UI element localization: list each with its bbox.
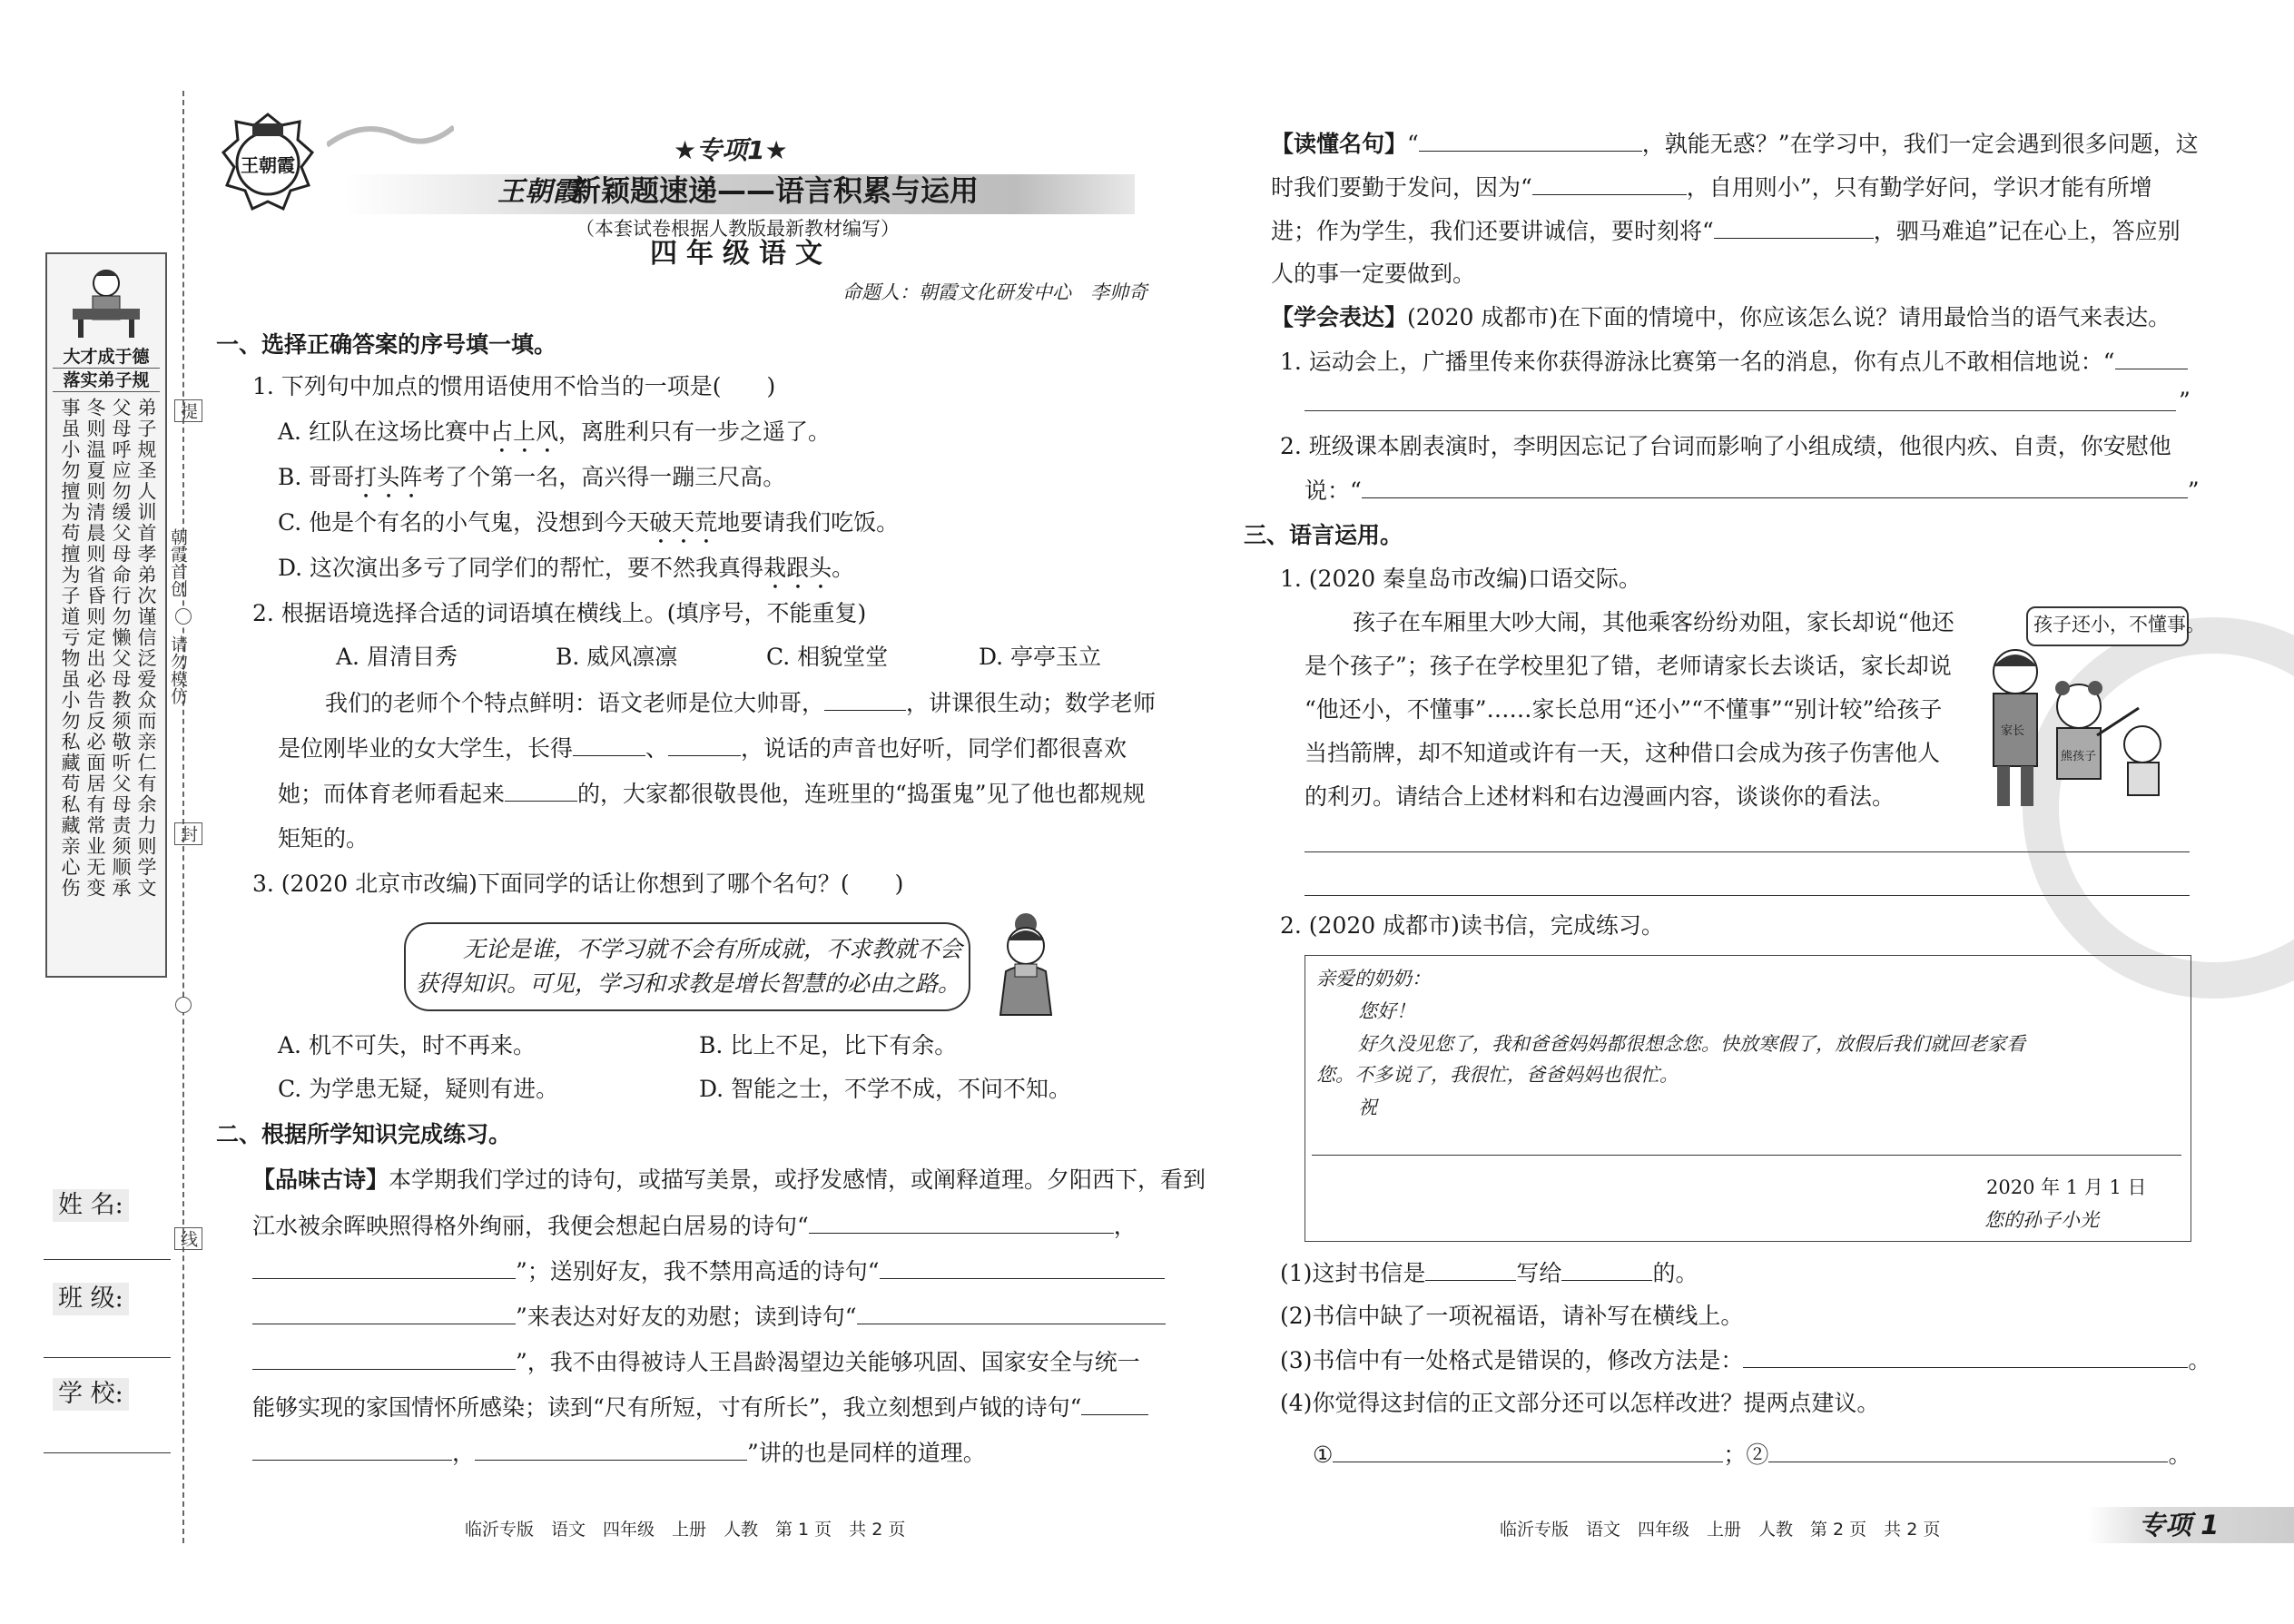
poem-tag: 【品味古诗】 [252, 1166, 389, 1193]
poem-line [252, 1255, 1165, 1288]
quote-close: ” [2179, 388, 2191, 414]
grade-subject: 四年级语文 [650, 238, 832, 270]
text: A. 红队在这场比赛中 [278, 418, 490, 445]
text: ，孰能无惑？”在学习中，我们一定会遇到很多问题，这 [1641, 131, 2199, 157]
answer-blank[interactable] [857, 1300, 1166, 1324]
text: 江水被余晖映照得格外绚丽，我便会想起白居易的诗句“ [252, 1213, 809, 1239]
answer-blank[interactable] [1768, 1438, 2168, 1462]
binding-hole [175, 997, 192, 1013]
ribbon-decoration [327, 109, 454, 163]
school-line[interactable] [44, 1452, 171, 1453]
binding-hole [175, 608, 192, 625]
page-subtitle: （本套试卷根据人教版最新教材编写） [576, 218, 900, 240]
text: ”；送别好友，我不禁用高适的诗句“ [516, 1258, 880, 1284]
text: 时我们要勤于发问，因为“ [1271, 174, 1532, 201]
section1-heading: 一、选择正确答案的序号填一填。 [216, 331, 557, 358]
answer-line[interactable] [1305, 410, 2176, 411]
text: B. 哥哥 [278, 464, 355, 490]
poem-line [252, 1436, 986, 1470]
text: 考了个第一名，高兴得一蹦三尺高。 [422, 464, 786, 490]
footer-right: 临沂专版 语文 四年级 上册 人教 第 2 页 共 2 页 [1500, 1520, 1941, 1540]
text: D. 这次演出多亏了同学们的帮忙，要不然我真得 [278, 555, 764, 581]
s3-subq4: (4)你觉得这封信的正文部分还可以怎样改进？提两点建议。 [1280, 1390, 1880, 1416]
q2-option: B. 威风凛凛 [556, 644, 678, 670]
express-q2: 2. 班级课本剧表演时，李明因忘记了台词而影响了小组成绩，他很内疚、自责，你安慰他 [1280, 433, 2171, 459]
answer-blank[interactable] [1362, 474, 2188, 498]
school-label: 学 校: [53, 1378, 129, 1411]
binding-note: 朝霞首创 [168, 528, 188, 597]
dotted-idiom: 占上风 [489, 418, 558, 445]
answer-blank[interactable] [252, 1255, 516, 1279]
section2-heading: 二、根据所学知识完成练习。 [216, 1121, 512, 1147]
text: ，说话的声音也好听，同学们都很喜欢 [741, 735, 1127, 762]
answer-blank[interactable] [1714, 214, 1874, 239]
text: 是位刚毕业的女大学生，长得 [278, 735, 574, 762]
proverb-line: 人的事一定要做到。 [1271, 261, 1476, 287]
q1-option-b[interactable] [278, 461, 785, 504]
letter-sign: 您的孙子小光 [1984, 1209, 2099, 1231]
q3-option-c[interactable]: C. 为学患无疑，疑则有进。 [278, 1076, 559, 1102]
bubble-text: 获得知识。可见，学习和求教是增长智慧的必由之路。 [416, 970, 961, 997]
answer-blank[interactable] [1561, 1256, 1652, 1281]
answer-blank[interactable] [668, 732, 741, 756]
answer-blank[interactable] [1419, 127, 1642, 152]
text: 1. 运动会上，广播里传来你获得游泳比赛第一名的消息，你有点儿不敢相信地说：“ [1280, 349, 2115, 375]
letter-wish: 祝 [1358, 1097, 1377, 1118]
answer-blank[interactable] [252, 1300, 516, 1324]
text: 、 [645, 735, 669, 762]
s3-passage: 孩子在车厢里大吵大闹，其他乘客纷纷劝阻，家长却说“他还 [1353, 609, 1954, 635]
s3-subq4-answers [1313, 1438, 2191, 1471]
answer-blank[interactable] [1532, 171, 1687, 195]
text: ，讲课很生动；数学老师 [906, 690, 1157, 716]
s3-q2-stem: 2. (2020 成都市)读书信，完成练习。 [1280, 912, 1664, 939]
text: 她；而体育老师看起来 [278, 781, 506, 807]
s3-passage: 的利刃。请结合上述材料和右边漫画内容，谈谈你的看法。 [1305, 783, 1895, 810]
author-line: 命题人：朝霞文化研发中心 李帅奇 [842, 281, 1147, 303]
bubble-text: 无论是谁，不学习就不会有所成就，不求教就不会 [463, 936, 963, 962]
q2-option: A. 眉清目秀 [336, 644, 458, 670]
name-label: 姓 名: [53, 1189, 129, 1222]
letter-greeting: 亲爱的奶奶： [1316, 968, 1431, 989]
page-title: 新颖题速递——语言积累与运用 [572, 173, 980, 208]
q2-passage-line [325, 686, 1156, 720]
q1-option-d[interactable] [278, 552, 854, 595]
poem-line [252, 1391, 1148, 1424]
text: ，离胜利只有一步之遥了。 [557, 418, 831, 445]
text: ”，我不由得被诗人王昌龄渴望边关能够巩固、国家安全与统一 [516, 1349, 1140, 1375]
text: ”来表达对好友的劝慰；读到诗句“ [516, 1304, 857, 1330]
text: ” [2187, 477, 2200, 504]
answer-blank[interactable] [1743, 1343, 2188, 1368]
text: (3)书信中有一处格式是错误的，修改方法是： [1280, 1347, 1744, 1373]
footer-left: 临沂专版 语文 四年级 上册 人教 第 1 页 共 2 页 [465, 1520, 906, 1540]
express-intro [1271, 301, 2171, 334]
s3-passage: 是个孩子”；孩子在学校里犯了错，老师请家长去谈话，家长却说 [1305, 653, 1952, 679]
answer-blank[interactable] [824, 686, 906, 711]
text: 进；作为学生，我们还要讲诚信，要时刻将“ [1271, 218, 1714, 244]
answer-blank[interactable] [475, 1436, 747, 1461]
text: ，自用则小”，只有勤学好问，学识才能有所增 [1686, 174, 2152, 201]
answer-blank[interactable] [809, 1209, 1114, 1234]
q1-stem: 1. 下列句中加点的惯用语使用不恰当的一项是( ) [252, 373, 776, 399]
letter-date: 2020 年 1 月 1 日 [1986, 1176, 2147, 1198]
q1-option-c[interactable] [278, 507, 899, 549]
logo-text: 王朝霞 [241, 154, 295, 176]
dotted-idiom: 破天荒 [649, 509, 718, 536]
answer-blank[interactable] [1333, 1438, 1723, 1462]
text: 的。 [1652, 1260, 1698, 1286]
q2-stem: 2. 根据语境选择合适的词语填在横线上。(填序号，不能重复) [252, 600, 867, 626]
text: “ [1407, 131, 1419, 157]
letter-body: 好久没见您了，我和爸爸妈妈都很想念您。快放寒假了，放假后我们就回老家看 [1358, 1033, 2025, 1055]
text: ， [1113, 1213, 1137, 1239]
express-q2-say [1305, 474, 2200, 507]
dizigui-verse-column: 弟子规圣人训首孝弟次谨信泛爱众而亲仁有余力则学文 [135, 398, 157, 899]
q2-passage-line: 矩矩的。 [278, 825, 369, 851]
dizigui-sidebar [45, 252, 167, 978]
q2-passage-line [278, 777, 1146, 811]
text: (2020 成都市)在下面的情境中，你应该怎么说？请用最恰当的语气来表达。 [1407, 304, 2171, 330]
text: (1)这封书信是 [1280, 1260, 1426, 1286]
cartoon-label: 家长 [2001, 724, 2025, 738]
s3-passage: “他还小，不懂事”……家长总用“还小”“不懂事”“别计较”给孩子 [1305, 696, 1943, 723]
dizigui-verse-column: 冬则温夏则清晨则省昏则定出必告反必面居有常业无变 [84, 398, 106, 899]
footer-tag: 专项 1 [2139, 1510, 2220, 1540]
text: ① [1313, 1442, 1334, 1468]
section3-heading: 三、语言运用。 [1244, 522, 1403, 548]
q3-stem: 3. (2020 北京市改编)下面同学的话让你想到了哪个名句？( ) [252, 871, 904, 897]
q3-option-a[interactable]: A. 机不可失，时不再来。 [278, 1032, 536, 1058]
text: ”讲的也是同样的道理。 [747, 1440, 986, 1466]
poem-line [252, 1164, 1206, 1196]
series-label: ★专项1★ [674, 135, 788, 165]
text: 。 [2168, 1442, 2191, 1468]
proverb-line [1271, 171, 2152, 204]
answer-blank[interactable] [505, 777, 577, 802]
text: ，驷马难追”记在心上，答应别 [1873, 218, 2181, 244]
q2-option: D. 亭亭玉立 [979, 644, 1102, 670]
poem-line [252, 1345, 1140, 1379]
text: 本学期我们学过的诗句，或描写美景，或抒发感情，或阐释道理。夕阳西下，看到 [389, 1166, 1206, 1193]
binding-note: 提 [174, 399, 202, 422]
proverb-line [1271, 214, 2181, 248]
cartoon-illustration [1961, 635, 2197, 808]
scholar-illustration [67, 265, 145, 340]
q3-option-d[interactable]: D. 智能之士，不学不成，不问不知。 [699, 1076, 1072, 1102]
poem-line [252, 1209, 1137, 1243]
class-label: 班 级: [53, 1283, 129, 1315]
q2-passage-line [278, 732, 1127, 765]
dotted-idiom: 打头阵 [354, 464, 423, 490]
q1-option-a[interactable] [278, 416, 831, 458]
binding-note: 封 [174, 822, 202, 845]
read-tag: 【读懂名句】 [1271, 131, 1408, 157]
dizigui-verse-column: 事虽小勿擅为苟擅为子道亏物虽小勿私藏苟私藏亲心伤 [59, 398, 81, 899]
proverb-line [1271, 127, 2199, 161]
student-illustration [980, 908, 1071, 1017]
text: 地要请我们吃饭。 [717, 509, 900, 536]
answer-line[interactable] [1305, 851, 2190, 852]
answer-blank[interactable] [573, 732, 645, 756]
dizigui-verse-column: 父母呼应勿缓父母命行勿懒父母教须敬听父母责须顺承 [110, 398, 132, 899]
text: 说：“ [1305, 477, 1362, 504]
dotted-idiom: 栽跟头 [763, 555, 832, 581]
answer-blank[interactable] [2115, 345, 2188, 369]
answer-blank[interactable] [252, 1436, 452, 1461]
text: C. 他是个有名的小气鬼，没想到今天 [278, 509, 650, 536]
text: 能够实现的家国情怀所感染；读到“尺有所短，寸有所长”，我立刻想到卢钺的诗句“ [252, 1394, 1082, 1421]
poem-line [252, 1300, 1166, 1334]
express-tag: 【学会表达】 [1271, 304, 1408, 330]
binding-dashed-line [182, 91, 184, 1543]
cartoon-label: 熊孩子 [2061, 750, 2097, 763]
answer-blank[interactable] [880, 1255, 1165, 1279]
letter-body: 您。不多说了，我很忙，爸爸妈妈也很忙。 [1316, 1064, 1679, 1086]
s3-subq3 [1280, 1343, 2210, 1377]
text: 。 [2188, 1347, 2211, 1373]
answer-blank[interactable] [1425, 1256, 1516, 1281]
answer-line[interactable] [1305, 895, 2190, 896]
answer-blank[interactable] [252, 1345, 516, 1370]
s3-passage: 当挡箭牌，却不知道或许有一天，这种借口会成为孩子伤害他人 [1305, 740, 1941, 766]
cartoon-bubble-text: 孩子还小，不懂事。 [2033, 614, 2205, 635]
brand-logo [218, 111, 318, 220]
text: 。 [832, 555, 855, 581]
q3-option-b[interactable]: B. 比上不足，比下有余。 [699, 1032, 958, 1058]
text: 我们的老师个个特点鲜明：语文老师是位大帅哥， [325, 690, 825, 716]
letter-hello: 您好！ [1358, 1000, 1415, 1022]
text: ， [452, 1440, 476, 1466]
sidebar-motto: 大才成于德 [53, 343, 160, 369]
answer-blank[interactable] [1081, 1391, 1148, 1415]
s3-subq1 [1280, 1256, 1698, 1290]
express-q1 [1280, 345, 2188, 379]
q2-option: C. 相貌堂堂 [766, 644, 889, 670]
binding-note: 请勿模仿 [168, 635, 188, 704]
blessing-line[interactable] [1312, 1155, 2181, 1156]
text: 的，大家都很敬畏他，连班里的“捣蛋鬼”见了他也都规规 [577, 781, 1146, 807]
class-line[interactable] [44, 1357, 171, 1358]
s3-subq2: (2)书信中缺了一项祝福语，请补写在横线上。 [1280, 1303, 1744, 1329]
name-line[interactable] [44, 1259, 171, 1260]
text: ；② [1723, 1442, 1769, 1468]
text: 写给 [1516, 1260, 1562, 1286]
s3-q1-stem: 1. (2020 秦皇岛市改编)口语交际。 [1280, 566, 1641, 592]
brand-script: 王朝霞 [497, 176, 579, 208]
sidebar-motto: 落实弟子规 [53, 367, 160, 392]
binding-note: 线 [174, 1227, 202, 1250]
